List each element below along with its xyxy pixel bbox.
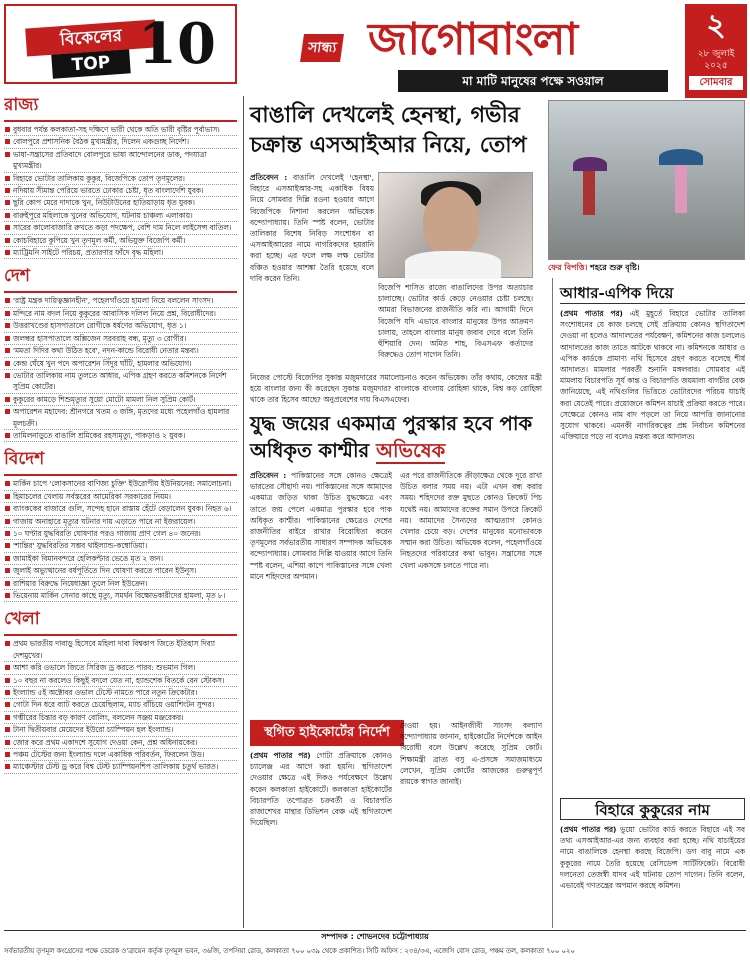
second-byline: প্রতিবেদন : [250, 471, 287, 480]
hc-headline: স্থগিত হাইকোর্টের নির্দেশ [250, 720, 404, 746]
lead-col2: বিজেপি শাসিত রাজ্যে বাঙালিদের উপর অত্যাচার চালাচ্ছে। ভোটার কার্ড কেড়ে নেওয়ার চেষ্টা চলছে। আমরা বিভাজনের রাজনীতি করি না। আগামী দিনে বিজেপি যদি এভাবে বাংলার মানুষের উপর আক্রমণ চালায়, তাহলে বাংলার মানুষ জবাব দেবে বলে তিনি হুঁশিয়ারি দেন। অমিত শাহ, বিএসএফ কর্তাদের বিরুদ্ধেও তোপ দাগেন তিনি। [378, 283, 533, 360]
photo-shirt [405, 251, 501, 279]
bihar-byline: (প্রথম পাতার পর) [560, 825, 617, 834]
list-item: গোটা দিন ধরে ব্যাট করতে চেয়েছিলাম, ম্যাচ বাঁচিয়ে ওয়াশিংটন সুন্দর। [4, 699, 237, 711]
second-headline-name: অভিষেক [376, 439, 446, 462]
hc-col2: দেওয়া হয়। আইনজীবী সাংসদ কল্যাণ বন্দ্যোপাধ্যায় জানান, হাইকোর্টের নির্দেশকে আইন বিরোধী বলে উল্লেখ করেছে সুপ্রিম কোর্ট। শিক্ষামন্ত্রী ব্রাত্য বসু এ-প্রসঙ্গে সমাজমাধ্যমে লেখেন, সুপ্রিম কোর্টের আজকের গুরুত্বপূর্ণ রায়কে স্বাগত জানাই। [400, 721, 542, 787]
person-figure [675, 165, 687, 213]
top10-line1: বিকেলের [25, 19, 157, 56]
side-text: এই মুহূর্তে বিহারে ভোটার তালিকা সংশোধনের যে কাজ চলছে সেই প্রক্রিয়ায় কোনও স্থগিতাদেশ দেওয়া না হলেও আদালতের পর্যবেক্ষণ, কমিশনের কাজ চললেও আদালতের কাজ তাতে আটকে থাকবে না। কমিশনকে আধার ও এপিক কার্ডকে প্রামাণ্য নথি হিসেবে গ্রহণ করতে বলেছে শীর্ষ আদালত। মামলার পরবর্তী শুনানি মঙ্গলবার। সোমবার এই মামলায় বিচারপতি সূর্য কান্ত ও বিচারপতি জয়মাল্য বাগচীর বেঞ্চ জানিয়েছে, এই নথিগুলির ভিত্তিতে ভোটারদের পরিচয় যাচাই করা যেতেই পারে। প্রয়োজনে কমিশন যাচাই প্রক্রিয়া করতে পারে। সেক্ষেত্রে কোনও নাম বাদ পড়লে তা নিয়ে আপত্তি জানানোর সুযোগ থাকবে। এমনকী নাগরিকত্বের প্রশ্ন নির্বাচন কমিশনের এক্তিয়ারে পড়ে না বলেও মন্তব্য করে আদালত। [560, 309, 745, 442]
list-item: ব্যাংককের বাজারে গুলি, সন্দেহ হানে রাস্তায় হেঁটে বেড়ালেন যুবক। নিহত ৬। [4, 503, 237, 515]
column-divider [243, 96, 244, 928]
top10-line2: TOP [51, 49, 130, 78]
list-item: বুধবার পর্যন্ত কলকাতা-সহ দক্ষিণে ভারী থেকে অতি ভারী বৃষ্টির পূর্বাভাস। [4, 124, 237, 136]
abhishek-photo [378, 172, 533, 278]
section-desh [4, 263, 237, 442]
section-khela [4, 606, 237, 773]
second-text-1: পাকিস্তানের সঙ্গে কোনও ক্ষেত্রেই ভারতের সৌহার্দ্য নয়। পাকিস্তানের সঙ্গে আমাদের একমাত্র জড়িত থাকা উচিত যুদ্ধক্ষেত্রে এবং তাতে জয় পেলে একমাত্র পুরস্কার হবে পাক অধিকৃত কাশ্মীর। পাকিস্তানের ক্ষেত্রেও দেশের রাজনীতির বাইরে রাখার বিরোধিতা করেন তৃণমূলের সর্বভারতীয় সাধারণ সম্পাদক অভিষেক বন্দ্যোপাধ্যায়। সোমবার দিল্লি যাওয়ার আগে তিনি স্পষ্ট বলেন, এশিয়া কাপে পাকিস্তানের সঙ্গে খেলা মানে শহিদদের অপমান। [250, 471, 392, 581]
lead-byline: প্রতিবেদন : [250, 173, 288, 182]
hc-col1 [250, 750, 392, 926]
caption-label: ফের বিপত্তি। [548, 263, 588, 272]
issue-number: ২ [706, 8, 726, 43]
list-item: নদিয়ায় সীমান্ত পেরিয়ে ভারতে ঢোকার চেষ্টা, ধৃত বাংলাদেশি যুবক। [4, 185, 237, 197]
lead-col3: নিজের পোস্টে বিজেপির সুকান্ত মজুমদারের সমালোচনাও করেন অভিষেক। তাঁর কথায়, কেন্দ্রের মন্ত্রী হয়ে বাংলার জন্য কী করেছেন সুকান্ত মজুমদার? বাংলাকে বাংলায় রোহিঙ্গা থাকে, বিশ্ব কড় রোহিঙ্গা থাকে তার হিসেব আছে? অনুপ্রবেশের দায় বিএসএফের। [250, 373, 542, 405]
list-item: মার্কিন চাপে 'লোকসানের বাণিজ্য চুক্তি' ইউরোপীয় ইউনিয়নের: সমালোচনা। [4, 478, 237, 490]
list-item: ভোটার তালিকায় নাম তুলতে আধার, এপিক গ্রহণ করতে কমিশনকে নির্দেশ সুপ্রিম কোর্টের। [4, 370, 237, 394]
date-year: ২০২৫ [704, 61, 728, 71]
person-figure [583, 171, 595, 215]
list-item: 'রাষ্ট্র মন্ত্রক দায়িত্বজ্ঞানহীন', পহেলগাঁওয়ে হামলা নিয়ে বললেন সাংসদ। [4, 295, 237, 307]
side-byline: (প্রথম পাতার পর) [560, 309, 623, 318]
side-headline: আধার-এপিক দিয়ে [560, 282, 745, 304]
second-col2: এর পরে রাজনীতিকে ক্রীড়াক্ষেত্র থেকে দূরে রাখা উচিত বলার সময় নয়। এটা এখন বন্ধ করার সময়। শহিদদের রক্ত মুছতে কোনও ক্রিকেট পিচ যথেষ্ট নয়। আমাদের রক্তের সমান উপরে ক্রিকেট নয়। আমাদের সৈন্যদের আত্মত্যাগ কোনও খেলার চেয়ে বড়। দেশের মানুষের মনোভাবকে সম্মান করা উচিত। অভিষেক বলেন, পহেলগাঁওয়ে নিহতদের পরিবারের কথা ভাবুন। সন্ত্রাসের সঙ্গে খেলা একসঙ্গে চলতে পারে না। [400, 471, 542, 570]
list-item: জামাইকা বিমানবন্দরে হেলিকপ্টার ভেঙে মৃত ২ জন। [4, 553, 237, 565]
list-item: ১০ ঘণ্টার যুদ্ধবিরতি ঘোষণার পরও গাজায় প্রাণ গেল ৪০ জনের। [4, 528, 237, 540]
list-item: কেন্দ্র ঘেঁষে খুন পদে অপারেশন সিঁদুর ঘাঁটি, হামলার অভিযোগ। [4, 358, 237, 370]
bihar-body [560, 824, 745, 926]
list-item: গাজায় অনাহারে মৃত্যুর ঘটনার দায় এড়াতে পারে না ইজরায়েল। [4, 516, 237, 528]
list-item: প্রথম ভারতীয় দাবাড়ু হিসেবে মহিলা দাবা বিশ্বকাপ জিতে ইতিহাস দিব্যা দেশমুখের। [4, 638, 237, 662]
lead-col1 [250, 172, 374, 404]
hc-byline: (প্রথম পাতার পর) [250, 751, 311, 760]
section-bidesh [4, 446, 237, 602]
list-item: রাশিয়ার বিরুদ্ধে নিষেধাজ্ঞা তুলে নিল ইউক্রেন। [4, 578, 237, 590]
section-heading: বিদেশ [4, 446, 237, 476]
list-item: বারুইপুরে মহিলাকে খুনের অভিযোগ, ঘটনায় চাঞ্চল্য এলাকায়। [4, 210, 237, 222]
list-item: জোর করে প্রথম একাদশে সুযোগ দেওয়া কেন, প্রশ্ন অধিনায়কের। [4, 737, 237, 749]
list-item: ভাষা-সন্ত্রাসের প্রতিবাদে বোলপুরে ভাষা আন্দোলনের ডাক, পদযাত্রা মুখ্যমন্ত্রীর। [4, 149, 237, 173]
list-item: কুকুরের কামড়ে শিশুমৃত্যুর সুয়ো মোটো মামলা নিল সুপ্রিম কোর্ট। [4, 394, 237, 406]
list-item: পঞ্চম টেস্টের জন্য ইংল্যান্ড দলে একাধিক পরিবর্তন, ফিরলেন উড। [4, 749, 237, 761]
list-item: উত্তরাখণ্ডের হাসপাতালে রোগীকে ধর্ষণের অভিযোগ, ধৃত ১। [4, 320, 237, 332]
editor-line: সম্পাদক : শোভনদেব চট্টোপাধ্যায় [4, 930, 746, 942]
section-rajya [4, 92, 237, 259]
side-body [560, 308, 745, 794]
top10-badge [4, 4, 237, 84]
list-item: ১০ বছর না করলেও কিছুই বদলে যেত না, হ্যান্ডশেক বিতর্কে বেন স্টোকস। [4, 675, 237, 687]
list-item: ম্যাঞ্চেস্টার টেস্ট ড্র করে বিশ্ব টেস্ট চ্যাম্পিয়নশিপ তালিকায় চতুর্থ ভারত। [4, 761, 237, 773]
lead-headline: বাঙালি দেখলেই হেনস্থা, গভীর চক্রান্ত এসআইআর নিয়ে, তোপ [250, 102, 527, 158]
section-heading: রাজ্য [4, 92, 237, 122]
imprint-line: সর্বভারতীয় তৃণমূল কংগ্রেসের পক্ষে ডেরেক ও'ব্রায়েন কর্তৃক তৃণমূল ভবন, ৩৬জি, তপসিয়া রোড, কলকাতা ৭০০ ০৩৯ থেকে প্রকাশিত। সিটি অফিস : ২৩৪/৩এ, এজেসি বোস রোড, পঞ্চম তল, কলকাতা ৭০০ ০২০ [4, 947, 575, 955]
list-item: ছুরি কোপ মেরে দাদাকে খুন, নিউটাউনের হাতিয়াড়ায় ধৃত যুবক। [4, 197, 237, 209]
list-item: 'মমতা দিদির কথা উঠিত হবে', নদন-কান্ডে বিরোধী নেতার মন্তব্য। [4, 345, 237, 357]
lead-text-1: বাঙালি দেখলেই 'হেনস্থা', বিহারে এসআইআর-সহ একাধিক বিষয় নিয়ে সোমবার দিল্লি রওনা হওয়ার আগে বিজেপিকে নিশানা করলেন অভিষেক বন্দ্যোপাধ্যায়। তিনি স্পষ্ট বলেন, ভোটার তালিকার বিশেষ নিবিড় সংশোধন বা এসআইআরের নামে নাগরিকদের হয়রানি করা হচ্ছে। এর ফলে লক্ষ লক্ষ ভোটার বঞ্চিত হওয়ার আশঙ্কা তৈরি হয়েছে বলে দাবি করেন তিনি। [250, 173, 374, 283]
top10-column [4, 88, 237, 928]
top10-number: 10 [138, 11, 216, 77]
bihar-text: ভুয়ো ভোটার কার্ড করতে বিহারে এই সব তথ্য এসআইআর-এর জন্য ব্যবহার করা হচ্ছে। নথি যাচাইয়ের নামে বাঙালিকে হেনস্থা করছে বিজেপি। ডগ বাবু নামে এক কুকুরের নামে তৈরি হয়েছে রেসিডেন্স সার্টিফিকেট। বিরোধী দলনেতা তেজস্বী যাদব এই ঘটনায় তোপ দাগেন। তিনি বলেন, এভাবেই গণতন্ত্রের অপমান করছে কমিশন। [560, 825, 745, 891]
list-item: জলন্ধর হাসপাতালে অক্সিজেন সরবরাহ বন্ধ, মৃত্যু ৩ রোগীর। [4, 333, 237, 345]
list-item: ইংল্যান্ড ৫ই অক্টোবর ওভাল টেস্টে নামতে পারে নতুন ক্রিকেটার। [4, 687, 237, 699]
list-item: বোলপুরে প্রশাসনিক বৈঠক মুখ্যমন্ত্রীর, দিলেন একগুচ্ছ নির্দেশ। [4, 136, 237, 148]
date-weekday: সোমবার [689, 76, 743, 90]
bihar-headline: বিহারে কুকুরের নাম [560, 798, 745, 820]
list-item: মন্দিরে নাম বদল নিয়ে কুকুরের আবাসিক দলিল নিয়ে প্রশ্ন, বিরোধীদের। [4, 308, 237, 320]
section-heading: দেশ [4, 263, 237, 293]
umbrella-icon [573, 157, 607, 171]
column-divider [552, 278, 553, 928]
list-item: 'শান্তির' যুদ্ধবিরতির সম্ভব থাইল্যান্ড-কম্বোডিয়া। [4, 540, 237, 552]
section-heading: খেলা [4, 606, 237, 636]
masthead-tagline: মা মাটি মানুষের পক্ষে সওয়াল [398, 70, 668, 92]
list-item: টানা দ্বিতীয়বার মেয়েদের ইউরো চ্যাম্পিয়ন হল ইংল্যান্ড। [4, 724, 237, 736]
list-item: আশা করি ওভালে জিতে সিরিজ ড্র করতে পারব: শুভমান গিল। [4, 662, 237, 674]
rain-photo [548, 100, 745, 260]
list-item: তামিলনাড়ুতে বাঙালি শ্রমিকের রহস্যমৃত্যু, পাকড়াও ২ যুবক। [4, 430, 237, 442]
list-item: জুলাই অভ্যুত্থানের বর্ষপূর্তিতে দিন ঘোষণা করতে পারেন ইউনূস। [4, 565, 237, 577]
list-item: বিহারে ভোটার তালিকায় কুকুর, বিজেপিকে তোপ তৃণমূলের। [4, 173, 237, 185]
masthead-prefix: সান্ধ্য [300, 34, 344, 62]
photo-caption [548, 262, 745, 275]
list-item: কোচবিহারে কুপিয়ে খুন তৃণমূল কর্মী, অভিযুক্ত বিজেপি কর্মী। [4, 235, 237, 247]
hc-text-1: গোটা প্রক্রিয়াকে কোনও চ্যালেঞ্জ এর আগে করা হয়নি। স্থগিতাদেশ দেওয়ার ক্ষেত্রে এই দিকও পর্যবেক্ষণে উল্লেখ করেন কলকাতা হাইকোর্টে। কলকাতা হাইকোর্টের বিচারপতি তপোব্রত চক্রবর্তী ও বিচারপতি রাজাশেখর মান্থার ডিভিশন বেঞ্চ এই স্থগিতাদেশ দিয়েছিল। [250, 751, 392, 828]
photo-face [423, 187, 479, 257]
list-item: ভিয়েনায় মার্কিন সেনার কাছে মৃত্যু, সমর্থন বিক্ষোভকারীদের হামলা, মৃত ৮। [4, 590, 237, 602]
second-headline-main: যুদ্ধ জয়ের একমাত্র পুরস্কার হবে পাক অধিকৃত কাশ্মীর [250, 412, 533, 462]
umbrella-icon [659, 149, 703, 165]
masthead [248, 4, 678, 94]
date-box [685, 4, 747, 98]
caption-text: শহরে শুরু বৃষ্টি। [590, 263, 640, 272]
list-item: হিমাচলের খেলায় সর্বস্তরের আমেরিকা সরকারের নিয়ম। [4, 491, 237, 503]
list-item: সারের কালোবাজারি রুখতে কড়া পদক্ষেপ, বেশি দাম নিলে লাইসেন্স বাতিল। [4, 222, 237, 234]
second-col1 [250, 470, 392, 714]
list-item: অপারেশন মহাদেব: শ্রীনগরে খতম ৩ জঙ্গি, মৃতদের মধ্যে পহেলগাঁও হামলার মূলচক্রী। [4, 406, 237, 430]
date-day-month: ২৮ জুলাই [697, 49, 735, 59]
masthead-title: জাগোবাংলা [368, 14, 578, 65]
list-item: গম্ভীরের চিন্তার বড় কারণ বোলিং, বললেন সঞ্জয় মঞ্জরেকর। [4, 712, 237, 724]
list-item: ম্যাট্রিমনি সাইটে পরিচয়, প্রতারণার ফাঁদে বৃদ্ধ মহিলা। [4, 247, 237, 259]
second-headline [250, 410, 542, 466]
